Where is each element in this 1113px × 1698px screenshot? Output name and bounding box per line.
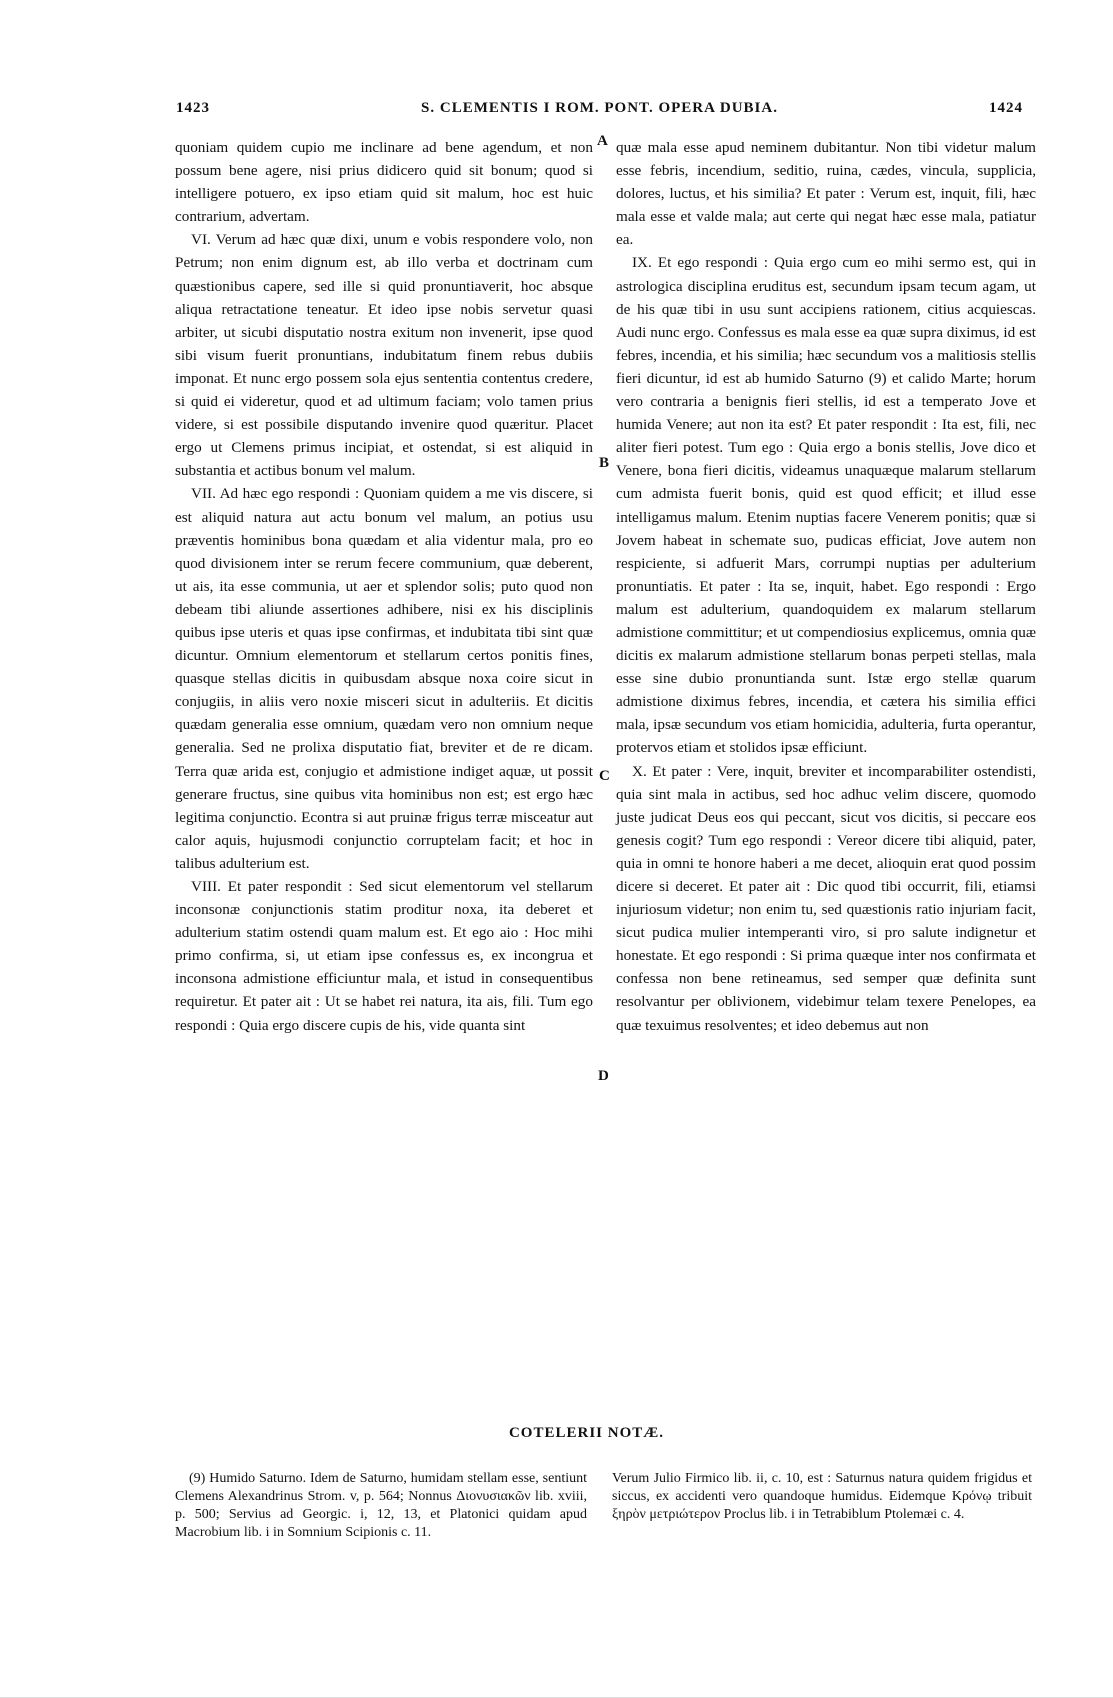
margin-marker-c: C bbox=[599, 768, 610, 784]
paragraph: VIII. Et pater respondit : Sed sicut elementorum vel stellarum inconsonæ conjunctionis statim proditur noxa, ita deberet et adulterium statim ostendi quam malum est. Et ego aio : Hoc mihi primo confirma, si, ut etiam ipse confessus es, ex incongrua et inconsona admistione efficiuntur mala, et istud in consequentibus requiretur. Et pater ait : Ut se habet rei natura, ita ais, fili. Tum ego respondi : Quia ergo discere cupis de his, vide quanta sint bbox=[175, 878, 593, 1034]
paragraph: quæ mala esse apud neminem dubitantur. Non tibi videtur malum esse febris, incendium, seditio, ruina, cædes, vincula, supplicia, dolores, luctus, et his similia? Et pater : Verum est, inquit, fili, hæc mala esse et valde mala; aut certe qui negat hæc esse mala, patiatur ea. bbox=[616, 139, 1036, 249]
paragraph: VII. Ad hæc ego respondi : Quoniam quidem a me vis discere, si est aliquid natura aut actu bonum vel malum, an potius usu præventis hominibus bona quædam et alia videntur mala, pro eo quod divisionem inter se rerum fecere communium, quæ deberent, ut ais, ita esse communia, ut aer et splendor solis; puto quod non debeam tibi aliunde assertiones adhibere, nisi ex his disciplinis quibus ipse uteris et quas ipse confirmas, et indubitata tibi sint quæ dicuntur. Omnium elementorum et stellarum certos ponitis fines, quasque stellas dicitis in quibusdam absque noxa coire sicut in conjugiis, in aliis vero noxie misceri sicut in adulteriis. Et dicitis quædam generalia esse omnium, quædam vero non omnium neque generalia. Sed ne prolixa disputatio fiat, breviter et de re dicam. Terra quæ arida est, conjugio et admistione indiget aquæ, ut possit generare fructus, sine quibus vita hominibus non est; est ergo hæc legitima conjunctio. Econtra si aut pruinæ frigus terræ misceatur aut calor aquis, hujusmodi conjunctio corruptelam facit; et hoc in talibus adulterium est. bbox=[175, 485, 593, 872]
right-column bbox=[616, 136, 1036, 1037]
paragraph: IX. Et ego respondi : Quia ergo cum eo mihi sermo est, qui in astrologica disciplina eruditus est, secundum ipsam tecum agam, ut de his quæ tibi in usu sunt accipiens rationem, citius acquiescas. Audi nunc ergo. Confessus es mala esse ea quæ supra diximus, id est febres, incendia, et his similia; hæc secundum vos a malitiosis stellis fieri dicuntur, id est ab humido Saturno (9) et calido Marte; horum vero contraria a benignis fieri stellis, id est a temperato Jove et humida Venere; aut non ita est? Et pater respondit : Ita est, fili, nec aliter fieri potest. Tum ego : Quia ergo a bonis stellis, Jove dico et Venere, bona fieri dicitis, videamus unaquæque malarum stellarum cum admista fuerit bonis, quid est quod efficit; et illud esse intelligamus malum. Etenim nuptias facere Venerem ponitis; quæ si Jovem habeat in schemate suo, pudicas efficiat, Jove autem non respiciente, si adfuerit Mars, corrumpi nuptias per adulterium pronuntiatis. Et pater : Ita se, inquit, habet. Ego respondi : Ergo malum est adulterium, quandoquidem ex malarum stellarum admistione committitur; et ut compendiosius explicemus, omnia quæ dicitis ex malarum admistione stellarum bonas perpeti stellas, mala esse sine dubio pronuntianda sunt. Istæ ergo stellæ quarum admistione diximus febres, incendia, et cætera his similia effici mala, ipsæ secundum vos etiam homicidia, adulteria, furta operantur, protervos etiam et stolidos ipsæ efficiunt. bbox=[616, 254, 1036, 757]
page-number-right: 1424 bbox=[989, 100, 1023, 116]
paragraph: VI. Verum ad hæc quæ dixi, unum e vobis respondere volo, non Petrum; non enim dignum est, ab illo verba et doctrinam cum quæstionibus capere, sed ille si quid pronuntiaverit, hoc absque aliqua retractatione teneatur. Et ideo ipse nobis servetur quasi arbiter, ut sicubi disputatio nostra exitum non invenerit, ipse quod sibi visum fuerit pronuntians, indubitatum finem rebus dubiis imponat. Et nunc ergo possem sola ejus sententia contentus credere, si quid ei videretur, quod et ad ultimum faciam; volo tamen prius videre, si est possibile disputando invenire quod quæritur. Placet ergo ut Clemens primus incipiat, et ostendat, si est aliquid in substantia et actibus bonum vel malum. bbox=[175, 231, 593, 480]
margin-marker-d: D bbox=[598, 1068, 609, 1084]
running-header bbox=[176, 100, 1023, 124]
page-number-left: 1423 bbox=[176, 100, 210, 116]
margin-marker-b: B bbox=[599, 455, 610, 471]
paragraph: X. Et pater : Vere, inquit, breviter et incomparabiliter ostendisti, quia sint mala in actibus, sed hoc adhuc velim discere, quomodo juste judicat Deus eos qui peccant, sicut vos dicitis, si peccare eos genesis cogit? Tum ego respondi : Vereor dicere tibi aliquid, pater, quia in omni te honore haberi a me decet, alioquin erat quod possim dicere si deceret. Et pater ait : Dic quod tibi occurrit, fili, etiamsi injuriosum videtur; non enim tu, sed quæstionis ratio injuriam facit, sicut pudica mulier intemperanti viro, si pro salute indignetur et honestate. Et ego respondi : Si prima quæque inter nos confirmata et confessa non bene retineamus, sed semper quæ definita sunt resolvantur per oblivionem, videbimur telam texere Penelopes, ea quæ texuimus resolventes; et ideo debemus aut non bbox=[616, 762, 1036, 1034]
notes-heading: COTELERII NOTÆ. bbox=[508, 1425, 665, 1441]
left-column bbox=[175, 136, 593, 1037]
paragraph: quoniam quidem cupio me inclinare ad bene agendum, et non possum bene agere, nisi prius didicero quid sit bonum; quod si intelligere potuero, ex ipso etiam quid sit malum, hoc est huic contrarium, advertam. bbox=[175, 139, 593, 226]
margin-marker-a: A bbox=[597, 133, 608, 149]
footnote-right: Verum Julio Firmico lib. ii, c. 10, est : Saturnus natura quidem frigidus et siccus, ex accidenti vero quandoque humidus. Eidemque Κρόνῳ tribuit ξηρὸν μετριώτερον Proclus lib. i in Tetrabiblum Ptolemæi c. 4. bbox=[612, 1471, 1032, 1522]
running-title: S. CLEMENTIS I ROM. PONT. OPERA DUBIA. bbox=[421, 100, 778, 116]
footnote-left: (9) Humido Saturno. Idem de Saturno, humidam stellam esse, sentiunt Clemens Alexandrinus Strom. v, p. 564; Nonnus Διονυσιακῶν lib. xviii, p. 500; Servius ad Georgic. i, 12, 13, et Platonici quidam apud Macrobium lib. i in Somnium Scipionis c. 11. bbox=[175, 1471, 587, 1540]
